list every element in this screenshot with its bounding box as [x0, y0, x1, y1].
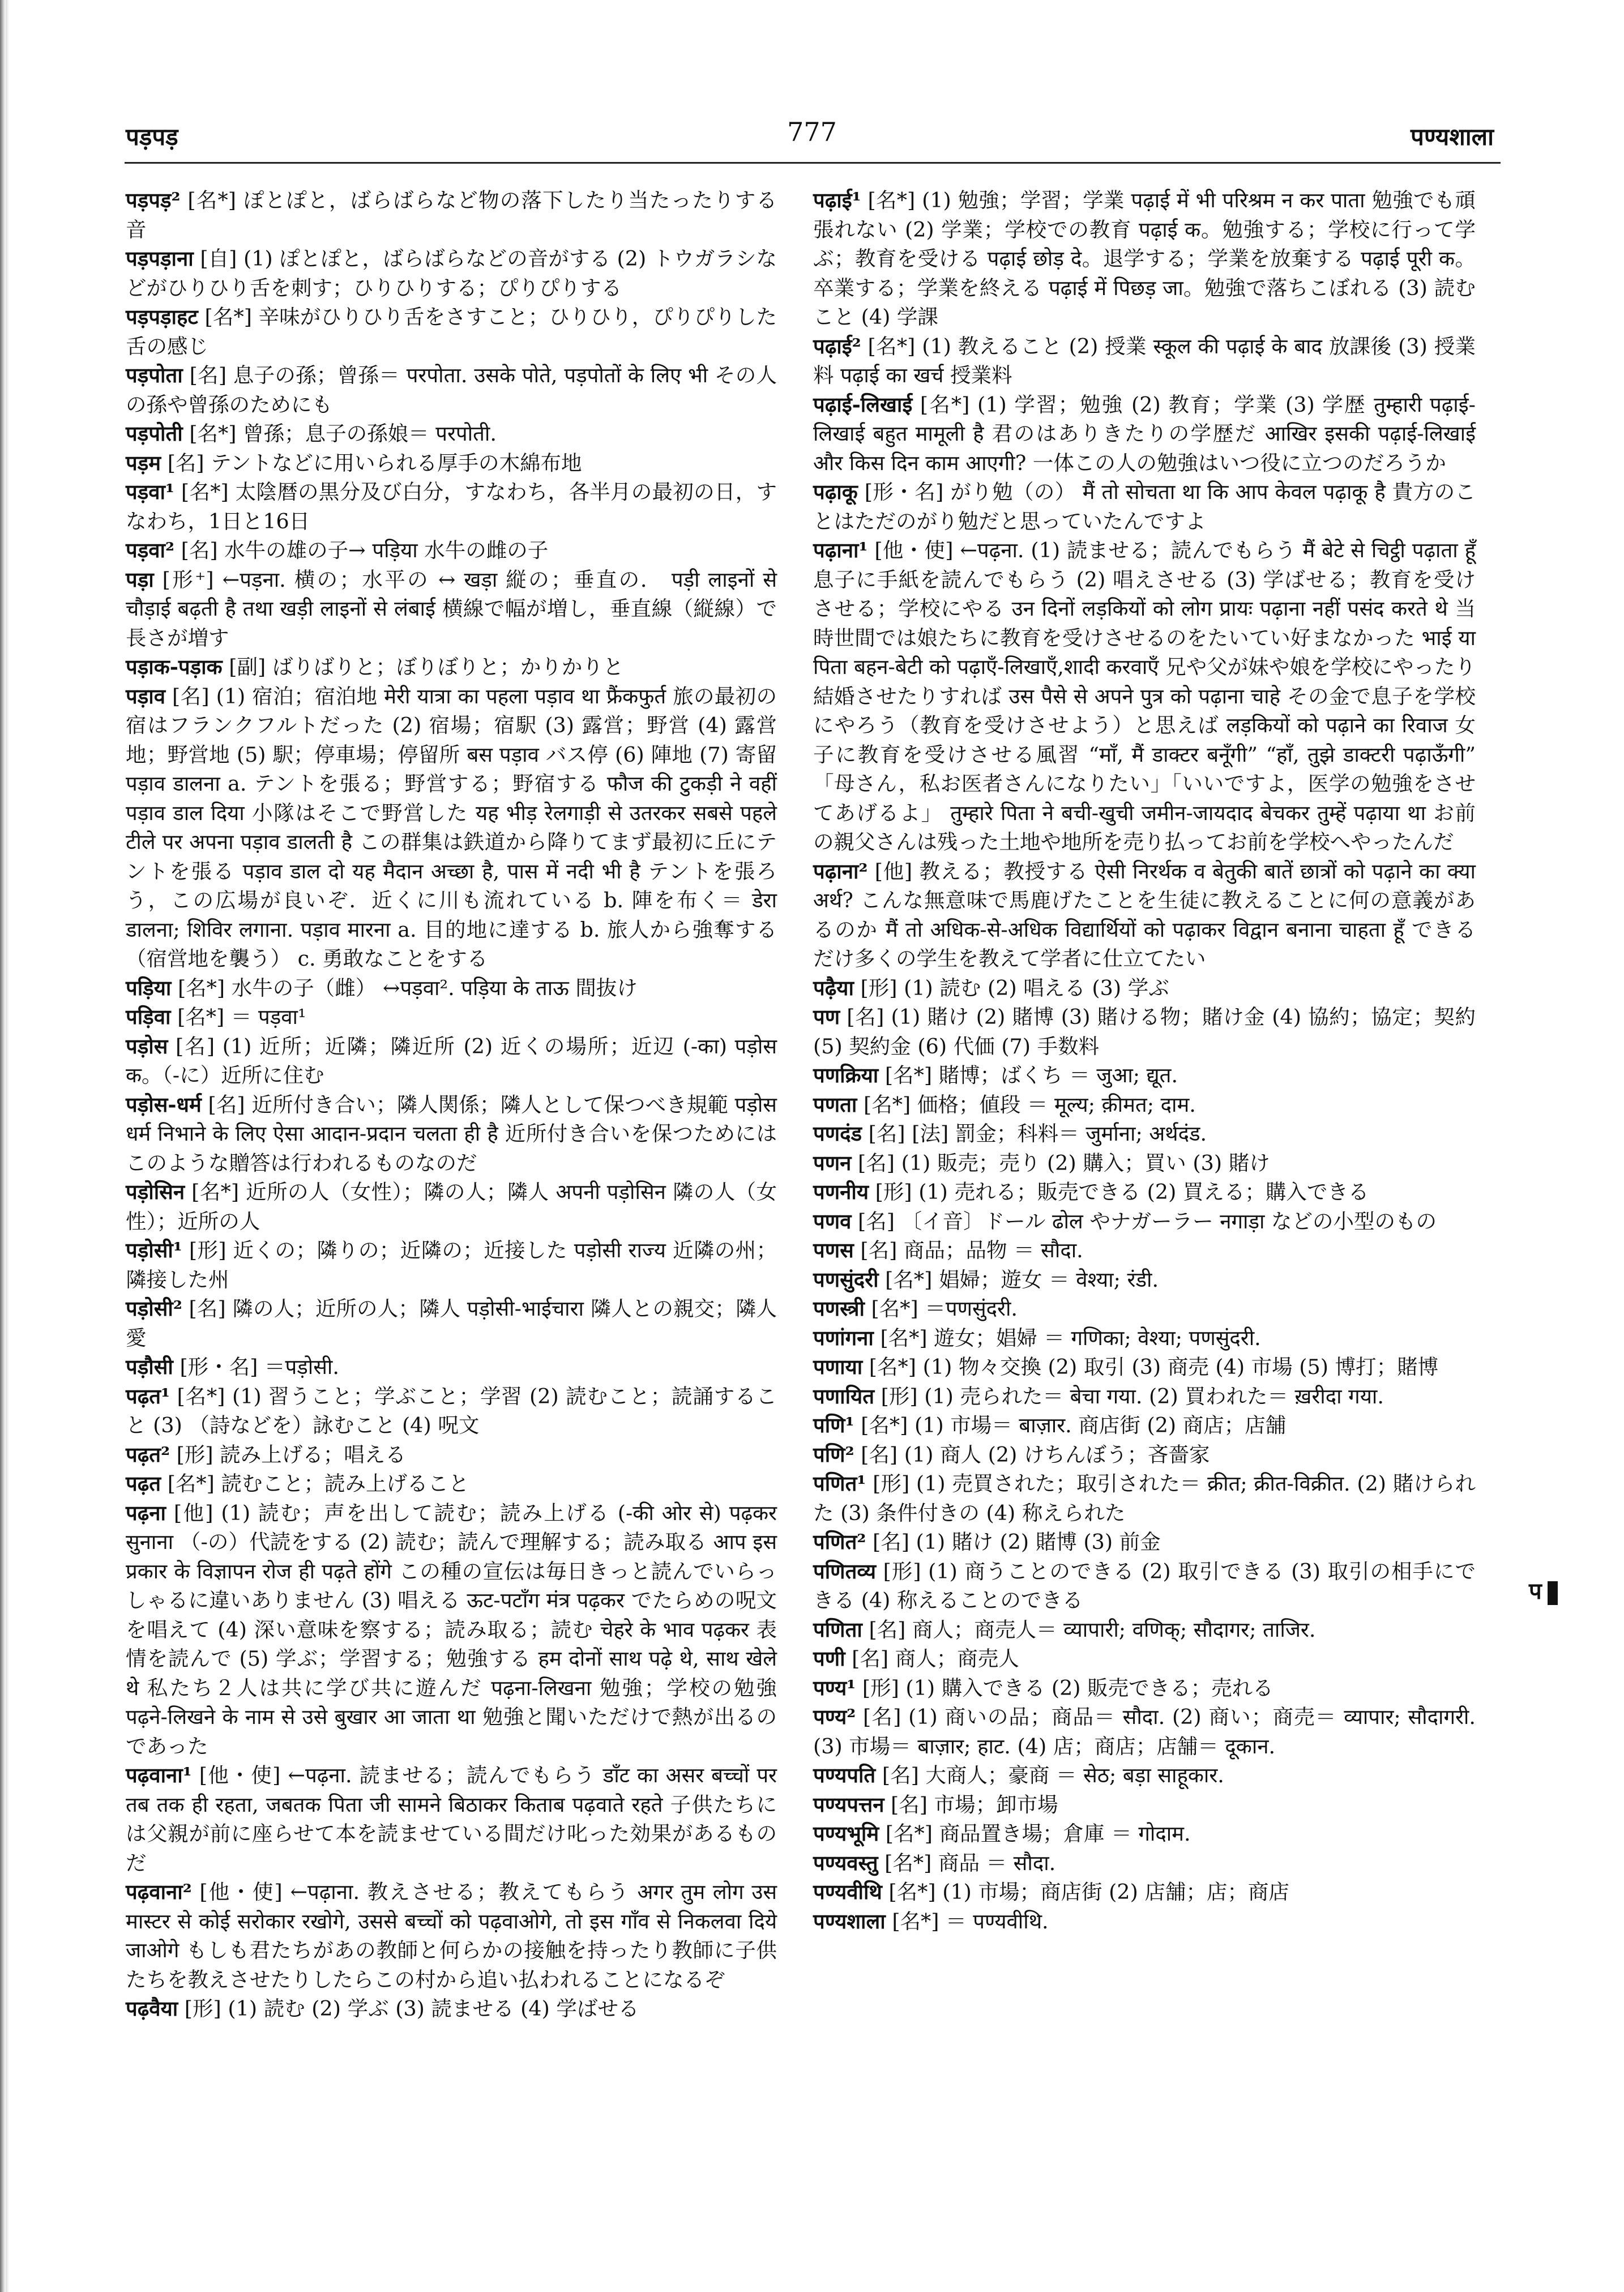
entry-headword: पढ़ाकू — [813, 480, 858, 504]
dictionary-entry — [813, 477, 1476, 536]
dictionary-entry — [813, 1907, 1476, 1936]
entry-definition: [名] 近所付き合い；隣人関係；隣人として保つべき規範 पड़ोस धर्म निभाने के लिए ऐसा आदान-प्रदान चलता ही है 近所付き合いを保つためにはこのような贈答は行われるものなのだ — [126, 1092, 777, 1175]
dictionary-entry — [126, 1877, 777, 1994]
dictionary-entry — [126, 1382, 777, 1440]
entry-headword: पणनीय — [813, 1180, 869, 1204]
header-rule — [125, 162, 1501, 164]
entry-definition: [名] (1) 販売；売り (2) 購入；買い (3) 賭け — [851, 1150, 1270, 1175]
entry-headword: पढ़ैया — [813, 975, 854, 1000]
entry-definition: [名] (1) 商いの品；商品＝ सौदा. (2) 商い；商売＝ व्यापार; सौदागरी. (3) 市場＝ बाज़ार; हाट. (4) 店；商店；店舗＝ दूकान. — [813, 1705, 1476, 1759]
dictionary-entry — [813, 1119, 1476, 1149]
entry-headword: पणस — [813, 1238, 854, 1262]
entry-headword: पणता — [813, 1092, 857, 1117]
entry-headword: पड़पोती — [126, 421, 183, 446]
dictionary-entry — [813, 1265, 1476, 1295]
dictionary-entry — [126, 302, 777, 361]
entry-definition: [名*] 太陰暦の黒分及び白分，すなわち，各半月の最初の日，すなわち，1日と16日 — [126, 480, 777, 533]
entry-headword: पढ़ाई² — [813, 334, 861, 358]
entry-headword: पणाया — [813, 1355, 863, 1379]
entry-headword: पड़ोसी² — [126, 1296, 182, 1321]
dictionary-entry — [813, 1207, 1476, 1236]
entry-definition: [名*] ＝ पण्यवीथि. — [885, 1909, 1049, 1934]
thumb-index-tab — [1529, 1574, 1558, 1606]
entry-headword: पण्यशाला — [813, 1909, 886, 1934]
entry-definition: [形] (1) 読む (2) 唱える (3) 学ぶ — [853, 975, 1169, 1000]
entry-definition: [名] (1) 商人 (2) けちんぼう；吝嗇家 — [854, 1442, 1210, 1467]
dictionary-entry — [813, 1440, 1476, 1470]
dictionary-entry — [126, 565, 777, 653]
entry-definition: [形] 読み上げる；唱える — [170, 1442, 406, 1467]
dictionary-entry — [813, 1002, 1476, 1061]
entry-headword: पणसुंदरी — [813, 1267, 879, 1292]
dictionary-entry — [813, 974, 1476, 1003]
entry-definition: [名*] 娼婦；遊女 ＝ वेश्या; रंडी. — [878, 1267, 1159, 1292]
scan-binding-edge — [0, 0, 6, 2292]
entry-definition: [他] 教える；教授する ऐसी निरर्थक व बेतुकी बातें छात्रों को पढ़ाने का क्या अर्थ? こんな無意味で馬鹿げたことを生徒に教えることに何の意義があるのか मैं तो अधिक-से-अधिक विद्यार्थियों को पढ़ाकर विद्वान बनाना चाहता हूँ できるだけ多くの学生を教えて学者に仕立てたい — [813, 859, 1476, 971]
dictionary-entry — [813, 1469, 1476, 1527]
entry-headword: पण्यपति — [813, 1763, 876, 1787]
dictionary-entry — [813, 1790, 1476, 1820]
entry-definition: [名*] 賭博；ばくち ＝ जुआ; द्यूत. — [878, 1063, 1178, 1087]
entry-definition: [他・使] ←पढ़ना. (1) 読ませる；読んでもらう मैं बेटे से चिट्ठी पढ़ाता हूँ 息子に手紙を読んでもらう (2) 唱えさせる (3) 学ばせる；教育を受けさせる；学校にやる उन दिनों लड़कियों को लोग प्रायः पढ़ाना नहीं पसंद करते थे 当時世間では娘たちに教育を受けさせるのをたいてい好まなかった भाई या पिता बहन-बेटी को पढ़ाएँ-लिखाएँ,शादी करवाएँ 兄や父が妹や娘を学校にやったり結婚させたりすれば उस पैसे से अपने पुत्र को पढ़ाना चाहे その金で息子を学校にやろう（教育を受けさせよう）と思えば लड़कियों को पढ़ाने का रिवाज 女子に教育を受けさせる風習 “माँ, मैं डाक्टर बनूँगी” “हाँ, तुझे डाक्टरी पढ़ाऊँगी” 「母さん，私お医者さんになりたい」「いいですよ，医学の勉強をさせてあげるよ」 तुम्हारे पिता ने बची-खुची जमीन-जायदाद बेचकर तुम्हें पढ़ाया था お前の親父さんは残った土地や地所を売り払ってお前を学校へやったんだ — [813, 538, 1476, 854]
entry-definition: [名*] 読むこと；読み上げること — [161, 1471, 469, 1496]
thumb-index-block — [1548, 1581, 1558, 1605]
entry-headword: पणी — [813, 1646, 845, 1671]
entry-headword: पड़िया — [126, 975, 172, 1000]
dictionary-entry — [813, 1819, 1476, 1849]
entry-headword: पड़वा² — [126, 538, 174, 562]
entry-definition: [名*] ぽとぽと，ばらばらなど物の落下したり当たったりする音 — [126, 188, 777, 242]
scan-binding-shadow — [6, 0, 9, 2292]
entry-definition: [名*] (1) 物々交換 (2) 取引 (3) 商売 (4) 市場 (5) 博打；賭博 — [862, 1355, 1439, 1379]
entry-definition: [名] (1) 宿泊；宿泊地 मेरी यात्रा का पहला पड़ाव था फ्रैंकफुर्त 旅の最初の宿はフランクフルトだった (2) 宿場；宿駅 (3) 露営；野営 (4) 露営地；野営地 (5) 駅；停車場；停留所 बस पड़ाव バス停 (6) 陣地 (7) 寄留 पड़ाव डालना a. テントを張る；野営する；野宿する फौज की टुकड़ी ने वहीं पड़ाव डाल दिया 小隊はそこで野営した यह भीड़ रेलगाड़ी से उतरकर सबसे पहले टीले पर अपना पड़ाव डालती है この群集は鉄道から降りてまず最初に丘にテントを張る पड़ाव डाल दो यह मैदान अच्छा है, पास में नदी भी है テントを張ろう，この広場が良いぞ．近くに川も流れている b. 陣を布く＝ डेरा डालना; शिविर लगाना. पड़ाव मारना a. 目的地に達する b. 旅人から強奪する（宿営地を襲う） c. 勇敢なことをする — [126, 684, 777, 971]
entry-definition: [形] 近くの；隣りの；近隣の；近接した पड़ोसी राज्य 近隣の州；隣接した州 — [126, 1238, 777, 1292]
entry-definition: [自] (1) ぽとぽと，ばらばらなどの音がする (2) トウガラシなどがひりひり舌を刺す；ひりひりする；ぴりぴりする — [126, 246, 777, 300]
dictionary-entry — [813, 536, 1476, 857]
dictionary-entry — [813, 1324, 1476, 1353]
dictionary-entry — [126, 186, 777, 244]
entry-definition: [他] (1) 読む；声を出して読む；読み上げる (-की ओर से) पढ़कर सुनाना （-の）代読をする (2) 読む；読んで理解する；読み取る आप इस प्रकार के विज्ञापन रोज ही पढ़ते होंगे この種の宣伝は毎日きっと読んでいらっしゃるに違いありません (3) 唱える ऊट-पटाँग मंत्र पढ़कर でたらめの呪文を唱えて (4) 深い意味を察する；読み取る；読む चेहरे के भाव पढ़कर 表情を読んで (5) 学ぶ；学習する；勉強する हम दोनों साथ पढ़े थे, साथ खेले थे 私たち２人は共に学び共に遊んだ पढ़ना-लिखना 勉強；学校の勉強 पढ़ने-लिखने के नाम से उसे बुखार आ जाता था 勉強と聞いただけで熱が出るのであった — [126, 1500, 777, 1759]
dictionary-entry — [813, 1674, 1476, 1703]
entry-definition: [名] [法] 罰金；科料＝ जुर्माना; अर्थदंड. — [862, 1121, 1207, 1146]
left-column — [126, 186, 777, 2024]
entry-definition: [名*] (1) 習うこと；学ぶこと；学習 (2) 読むこと；読誦すること (3) （詩などを）詠むこと (4) 呪文 — [126, 1384, 777, 1437]
entry-headword: पड़वा¹ — [126, 480, 174, 504]
entry-definition: [名] (1) 賭け (2) 賭博 (3) 賭ける物；賭け金 (4) 協約；協定；契約 (5) 契約金 (6) 代価 (7) 手数料 — [813, 1005, 1476, 1058]
entry-definition: [形] (1) 売れる；販売できる (2) 買える；購入できる — [869, 1180, 1369, 1204]
entry-headword: पढ़ाई-लिखाई — [813, 392, 913, 417]
entry-definition: [名*] 商品置き場；倉庫 ＝ गोदाम. — [879, 1821, 1191, 1846]
dictionary-entry — [126, 1994, 777, 2024]
dictionary-entry — [813, 1061, 1476, 1090]
entry-definition: [形・名] ＝पड़ोसी. — [173, 1355, 339, 1379]
entry-headword: पड़पड़ाना — [126, 246, 194, 271]
thumb-index-letter: प — [1529, 1578, 1542, 1604]
entry-definition: [他・使] ←पढ़ाना. 教えさせる；教えてもらう अगर तुम लोग उस मास्टर से कोई सरोकार रखोगे, उससे बच्चों को पढ़वाओगे, तो इस गाँव से निकलवा दिये जाओगे もしも君たちがあの教師と何らかの接触を持ったり教師に子供たちを教えさせたりしたらこの村から追い払われることになるぞ — [126, 1880, 777, 1992]
entry-headword: पड़ाक-पड़ाक — [126, 655, 223, 679]
entry-headword: पणायित — [813, 1384, 875, 1409]
entry-headword: पणि² — [813, 1442, 854, 1467]
dictionary-entry — [813, 332, 1476, 390]
entry-definition: [名] 商品；品物 ＝ सौदा. — [853, 1238, 1083, 1262]
dictionary-entry — [126, 244, 777, 302]
dictionary-entry — [126, 652, 777, 682]
dictionary-entry — [126, 1236, 777, 1294]
entry-definition: [名*] 近所の人（女性）；隣の人；隣人 अपनी पड़ोसिन 隣の人（女性）；近所の人 — [126, 1180, 777, 1234]
entry-headword: पणन — [813, 1150, 852, 1175]
entry-definition: [名*] 辛味がひりひり舌をさすこと；ひりひり，ぴりぴりした舌の感じ — [126, 305, 777, 358]
entry-headword: पड़िवा — [126, 1005, 171, 1029]
dictionary-entry — [126, 536, 777, 565]
entry-definition: [名*] ＝पणसुंदरी. — [864, 1296, 1018, 1321]
entry-definition: [副] ばりばりと；ぼりぼりと；かりかりと — [222, 655, 624, 679]
entry-definition: [形] (1) 売られた＝ बेचा गया. (2) 買われた＝ ख़रीदा गया. — [874, 1384, 1384, 1409]
entry-definition: [名*] 曾孫；息子の孫娘＝ परपोती. — [182, 421, 497, 446]
entry-definition: [形] (1) 購入できる (2) 販売できる；売れる — [856, 1675, 1273, 1700]
entry-definition: [名] 商人；商売人 — [845, 1646, 1019, 1671]
entry-headword: पढ़ाई¹ — [813, 188, 861, 212]
entry-headword: पण्यवीथि — [813, 1880, 882, 1904]
entry-definition: [名*] 商品 ＝ सौदा. — [878, 1850, 1056, 1875]
entry-definition: [名] 商人；商売人＝ व्यापारी; वणिक्; सौदागर; ताजिर. — [862, 1617, 1316, 1642]
entry-definition: [名] 隣の人；近所の人；隣人 पड़ोसी-भाईचारा 隣人との親交；隣人愛 — [126, 1296, 777, 1350]
dictionary-entry — [126, 449, 777, 478]
entry-headword: पणक्रिया — [813, 1063, 879, 1087]
entry-headword: पढ़ाना¹ — [813, 538, 868, 562]
dictionary-entry — [126, 1469, 777, 1499]
dictionary-entry — [126, 1352, 777, 1382]
entry-definition: [名*] (1) 教えること (2) 授業 स्कूल की पढ़ाई के बाद 放課後 (3) 授業料 पढ़ाई का खर्च 授業料 — [813, 334, 1476, 387]
entry-definition: [形] (1) 売買された；取引された＝ क्रीत; क्रीत-विक्रीत. (2) 賭けられた (3) 条件付きの (4) 称えられた — [813, 1471, 1476, 1525]
entry-headword: पणित¹ — [813, 1471, 866, 1496]
left-guide-word: पड़पड़ — [126, 123, 178, 151]
dictionary-entry — [813, 1090, 1476, 1120]
dictionary-entry — [813, 857, 1476, 974]
entry-definition: [名*] 遊女；娼婦 ＝ गणिका; वेश्या; पणसुंदरी. — [873, 1325, 1261, 1350]
dictionary-entry — [813, 1294, 1476, 1324]
entry-definition: [名*] (1) 市場＝ बाज़ार. 商店街 (2) 商店；店舗 — [854, 1413, 1287, 1437]
entry-headword: पढ़त — [126, 1471, 161, 1496]
entry-headword: पड़ोसी¹ — [126, 1238, 182, 1262]
entry-definition: [名] 息子の孫；曾孫＝ परपोता. उसके पोते, पड़पोतों के लिए भी その人の孫や曾孫のためにも — [126, 363, 777, 417]
entry-definition: [名] 〔イ音〕ドール ढोल やナガーラー नगाड़ा などの小型のもの — [851, 1209, 1437, 1234]
entry-definition: [他・使] ←पढ़ना. 読ませる；読んでもらう डाँट का असर बच्चों पर तब तक ही रहता, जबतक पिता जी सामने बिठाकर किताब पढ़वाते रहते 子供たちには父親が前に座らせて本を読ませている間だけ叱った効果があるものだ — [126, 1763, 777, 1875]
dictionary-entry — [126, 1032, 777, 1090]
entry-headword: पड़ोस — [126, 1034, 168, 1058]
dictionary-entry — [813, 1849, 1476, 1878]
entry-headword: पड़ोसिन — [126, 1180, 185, 1204]
dictionary-entry — [813, 1615, 1476, 1645]
dictionary-entry — [126, 1090, 777, 1178]
entry-definition: [名*] 水牛の子（雌） ↔पड़वा². पड़िया के ताऊ 間抜け — [171, 975, 638, 1000]
dictionary-entry — [813, 390, 1476, 478]
entry-definition: [名] 市場；卸市場 — [884, 1792, 1058, 1817]
entry-headword: पड़पड़² — [126, 188, 181, 212]
dictionary-entry — [126, 682, 777, 974]
dictionary-entry — [126, 419, 777, 449]
entry-definition: [名*] ＝ पड़वा¹ — [170, 1005, 306, 1029]
entry-headword: पण्यपत्तन — [813, 1792, 884, 1817]
dictionary-entry — [813, 1527, 1476, 1557]
entry-headword: पणिता — [813, 1617, 862, 1642]
entry-headword: पड़पोता — [126, 363, 183, 387]
entry-headword: पड़ोस-धर्म — [126, 1092, 202, 1117]
dictionary-entry — [126, 974, 777, 1003]
entry-definition: [形⁺] ←पड़ना. 横の；水平の ↔ खड़ा 縦の；垂直の． पड़ी लाइनों से चौड़ाई बढ़ती है तथा खड़ी लाइनों से लंबाई 横線で幅が増し，垂直線（縦線）で長さが増す — [126, 567, 777, 650]
entry-headword: पणित² — [813, 1530, 866, 1554]
entry-headword: पढ़ना — [126, 1500, 166, 1525]
entry-headword: पणि¹ — [813, 1413, 854, 1437]
entry-definition: [形] (1) 商うことのできる (2) 取引できる (3) 取引の相手にできる (4) 称えることのできる — [813, 1559, 1476, 1612]
entry-definition: [名] (1) 近所；近隣；隣近所 (2) 近くの場所；近辺 (-का) पड़ोस क。（-に）近所に住む — [126, 1034, 777, 1087]
dictionary-entry — [813, 1382, 1476, 1411]
entry-definition: [名] テントなどに用いられる厚手の木綿布地 — [161, 450, 582, 475]
entry-definition: [形・名] がり勉（の） मैं तो सोचता था कि आप केवल पढ़ाकू है 貴方のことはただのがり勉だと思っていたんですよ — [813, 480, 1476, 533]
dictionary-entry — [813, 1149, 1476, 1178]
entry-headword: पण्यवस्तु — [813, 1850, 878, 1875]
dictionary-entry — [126, 1440, 777, 1470]
dictionary-entry — [126, 477, 777, 536]
dictionary-entry — [813, 1761, 1476, 1790]
entry-definition: [名] 水牛の雄の子→ पड़िया 水牛の雌の子 — [174, 538, 549, 562]
entry-headword: पढ़ाना² — [813, 859, 868, 883]
entry-headword: पड़पड़ाहट — [126, 305, 198, 329]
entry-headword: पणस्त्री — [813, 1296, 865, 1321]
dictionary-entry — [126, 1499, 777, 1761]
entry-headword: पड़ौसी — [126, 1355, 173, 1379]
dictionary-entry — [813, 1644, 1476, 1674]
dictionary-entry — [813, 1877, 1476, 1907]
entry-headword: पढ़वैया — [126, 1996, 178, 2021]
entry-headword: पण्य² — [813, 1705, 856, 1729]
entry-headword: पढ़त² — [126, 1442, 170, 1467]
entry-headword: पढ़त¹ — [126, 1384, 170, 1409]
entry-headword: पणितव्य — [813, 1559, 877, 1584]
dictionary-entry — [813, 1702, 1476, 1761]
dictionary-entry — [126, 1177, 777, 1236]
entry-definition: [形] (1) 読む (2) 学ぶ (3) 読ませる (4) 学ばせる — [178, 1996, 639, 2021]
dictionary-entry — [126, 1002, 777, 1032]
entry-definition: [名*] (1) 勉強；学習；学業 पढ़ाई में भी परिश्रम न कर पाता 勉強でも頑張れない (2) 学業；学校での教育 पढ़ाई क。勉強する；学校に行って学ぶ；教育を受ける पढ़ाई छोड़ दे。退学する；学業を放棄する पढ़ाई पूरी क。卒業する；学業を終える पढ़ाई में पिछड़ जा。勉強で落ちこぼれる (3) 読むこと (4) 学課 — [813, 188, 1476, 329]
dictionary-entry — [813, 1177, 1476, 1207]
entry-headword: पण्यभूमि — [813, 1821, 879, 1846]
page-number: 777 — [787, 117, 837, 147]
dictionary-entry — [813, 1411, 1476, 1440]
entry-headword: पढ़वाना² — [126, 1880, 192, 1904]
entry-headword: पड़ाव — [126, 684, 166, 708]
entry-headword: पड़ा — [126, 567, 154, 592]
dictionary-entry — [813, 1236, 1476, 1265]
entry-headword: पढ़वाना¹ — [126, 1763, 192, 1787]
entry-definition: [名] 大商人；豪商 ＝ सेठ; बड़ा साहूकार. — [875, 1763, 1224, 1787]
dictionary-entry — [813, 186, 1476, 332]
dictionary-entry — [126, 1294, 777, 1352]
right-column — [813, 186, 1476, 1936]
right-guide-word: पण्यशाला — [1411, 123, 1494, 151]
entry-headword: पण्य¹ — [813, 1675, 856, 1700]
entry-headword: पणांगना — [813, 1325, 874, 1350]
entry-headword: पण — [813, 1005, 840, 1029]
entry-headword: पणव — [813, 1209, 852, 1234]
entry-definition: [名*] (1) 市場；商店街 (2) 店舗；店；商店 — [882, 1880, 1289, 1904]
dictionary-entry — [813, 1557, 1476, 1615]
entry-headword: पणदंड — [813, 1121, 862, 1146]
dictionary-entry — [126, 1761, 777, 1877]
entry-definition: [名*] 価格；値段 ＝ मूल्य; क़ीमत; दाम. — [857, 1092, 1196, 1117]
dictionary-entry — [126, 361, 777, 419]
entry-definition: [名] (1) 賭け (2) 賭博 (3) 前金 — [866, 1530, 1161, 1554]
entry-definition: [名*] (1) 学習；勉強 (2) 教育；学業 (3) 学歴 तुम्हारी पढ़ाई-लिखाई बहुत मामूली है 君のはありきたりの学歴だ आखिर इसकी पढ़ाई-लिखाई और किस दिन काम आएगी? 一体この人の勉強はいつ役に立つのだろうか — [813, 392, 1476, 475]
dictionary-entry — [813, 1352, 1476, 1382]
entry-headword: पड़म — [126, 450, 161, 475]
